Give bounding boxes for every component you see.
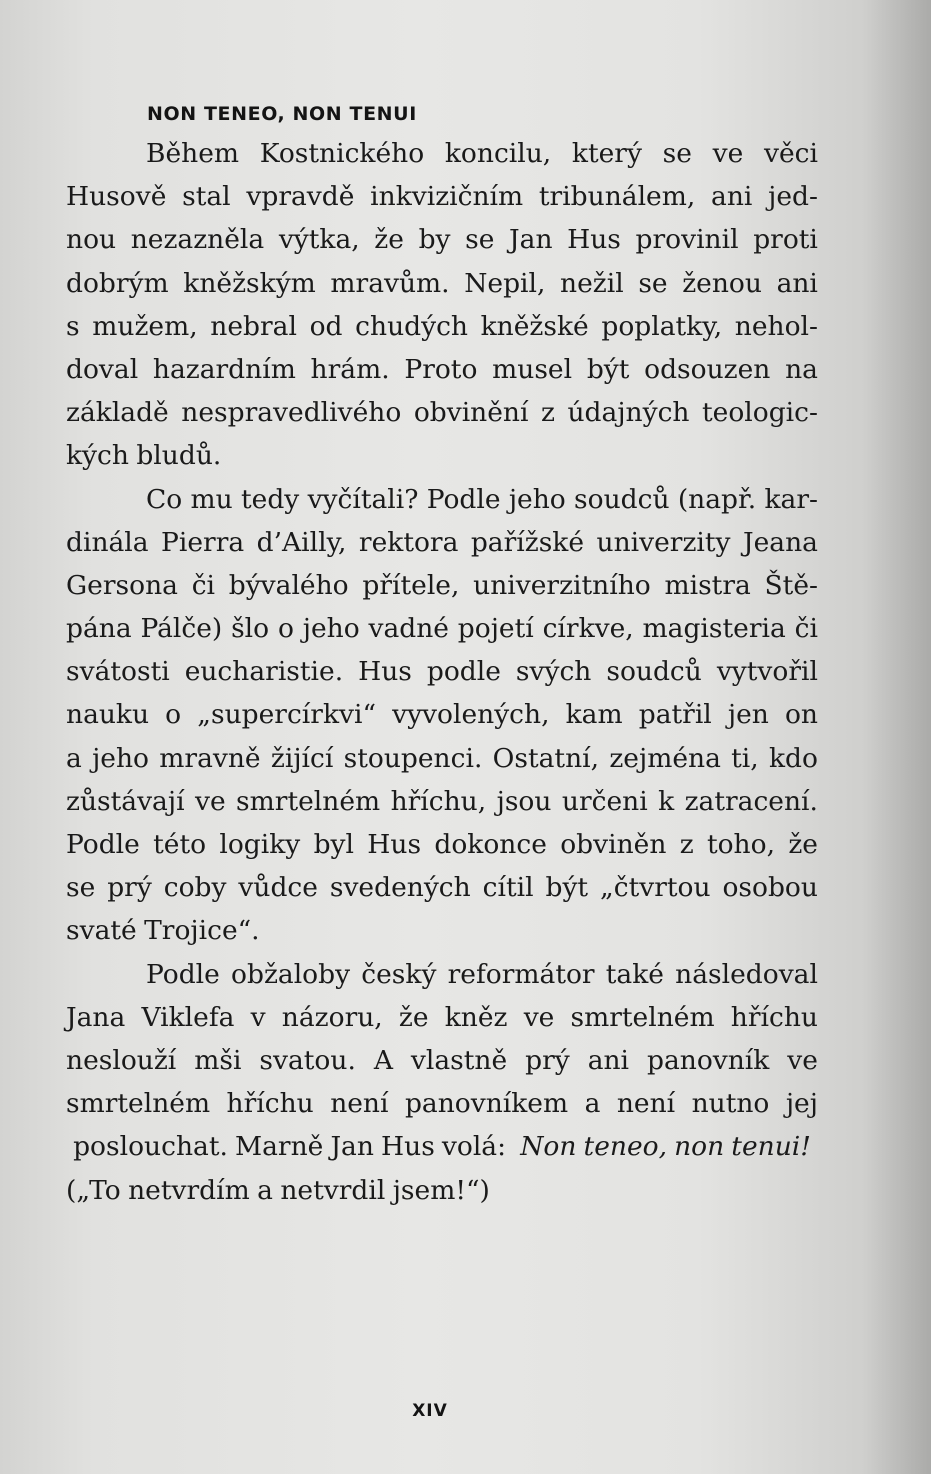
word: pána <box>66 613 132 645</box>
word: že <box>374 224 404 256</box>
word: osobou <box>722 872 818 904</box>
word: o <box>277 613 294 645</box>
word: musel <box>492 353 573 385</box>
word: český <box>361 958 437 990</box>
word: patřil <box>638 699 712 731</box>
word: ženou <box>682 267 762 299</box>
word: kar- <box>764 483 818 515</box>
word: kněžským <box>183 267 316 299</box>
word: coby <box>163 872 227 904</box>
word: mistra <box>664 569 751 601</box>
word: Nepil, <box>464 267 546 299</box>
word: či <box>794 613 818 645</box>
italic-word: tenui! <box>731 1131 811 1163</box>
word: Ostatní, <box>492 742 600 774</box>
word: jsou <box>496 785 552 817</box>
word: stoupenci. <box>343 742 483 774</box>
word: kam <box>565 699 623 731</box>
word: stal <box>182 181 231 213</box>
word: jsem!“) <box>392 1174 490 1206</box>
word: mši <box>194 1044 242 1076</box>
word: inkvizičním <box>370 181 524 213</box>
word: jeho <box>92 742 150 774</box>
word: smrtelném <box>66 1088 211 1120</box>
text-line <box>66 737 818 780</box>
word: od <box>309 310 343 342</box>
word: netvrdím <box>128 1174 250 1206</box>
word: dinála <box>66 526 149 558</box>
word: jeho <box>302 613 360 645</box>
word: soudců <box>574 483 670 515</box>
body-text <box>66 132 818 1212</box>
word: d’Ailly, <box>256 526 347 558</box>
word: ti, <box>731 742 759 774</box>
word: nehol- <box>734 310 818 342</box>
word: bludů. <box>136 440 222 472</box>
word: se <box>66 872 96 904</box>
word: se <box>662 138 692 169</box>
word: obvinění <box>413 397 529 429</box>
text-line <box>66 564 818 607</box>
word: nou <box>66 224 117 256</box>
word: který <box>571 138 642 169</box>
text-line <box>66 391 818 434</box>
word: není <box>330 1088 389 1120</box>
word: se <box>638 267 668 299</box>
word: být <box>586 353 630 385</box>
text-line <box>66 909 818 952</box>
word: vlastně <box>410 1044 508 1076</box>
word: názoru, <box>281 1001 383 1033</box>
word: jen <box>727 699 769 731</box>
word: byl <box>313 829 354 860</box>
word: hříchu <box>226 1088 314 1120</box>
word: obžaloby <box>231 958 351 990</box>
word: Ště- <box>764 569 818 601</box>
word: Hus <box>567 224 621 256</box>
running-head: NON TENEO, NON TENUI <box>147 103 417 125</box>
word: k <box>658 785 675 817</box>
word: jej <box>785 1088 818 1120</box>
word: hříchu, <box>390 785 487 817</box>
word: také <box>605 958 664 990</box>
word: být <box>545 872 589 904</box>
word: Během <box>146 138 240 169</box>
word: Trojice“. <box>144 915 260 947</box>
word: Jan <box>330 1131 374 1163</box>
word: proti <box>753 224 818 256</box>
word: on <box>784 699 818 731</box>
word: ve <box>523 1001 555 1033</box>
word: a <box>66 742 82 774</box>
word: Podle <box>66 829 140 860</box>
word: kých <box>66 440 129 472</box>
word: jeho <box>508 483 566 515</box>
word: nebral <box>210 310 297 342</box>
word: dokonce <box>434 829 547 860</box>
italic-word: non <box>674 1131 725 1163</box>
word: výtka, <box>278 224 360 256</box>
word: není <box>616 1088 676 1120</box>
word: kdo <box>769 742 818 774</box>
word: Jan <box>509 224 553 256</box>
word: církve, <box>542 613 634 645</box>
word: Podle <box>146 958 220 990</box>
text-line <box>66 693 818 736</box>
italic-word: teneo, <box>583 1131 668 1163</box>
word: ani <box>587 1044 630 1076</box>
word: svedených <box>329 872 471 904</box>
italic-word: Non <box>520 1131 577 1163</box>
word: o <box>165 699 182 731</box>
word: zatracení. <box>684 785 818 817</box>
word: ani <box>711 181 753 213</box>
word: jed- <box>768 181 818 213</box>
word: smrtelném <box>570 1001 715 1033</box>
page-number: XIV <box>412 1401 448 1421</box>
word: z <box>541 397 555 429</box>
word: prý <box>107 872 152 904</box>
word: soudců <box>606 656 702 688</box>
word: bývalého <box>228 569 349 601</box>
word: hazardním <box>152 353 296 385</box>
text-line <box>66 866 818 909</box>
word: z <box>679 829 694 860</box>
word: mravům. <box>330 267 450 299</box>
word: se <box>465 224 495 256</box>
word: šlo <box>231 613 270 645</box>
word: vyčítali? <box>307 483 419 515</box>
word: nauku <box>66 699 150 731</box>
text-line <box>66 650 818 693</box>
word: pařížské <box>470 526 585 558</box>
word: věci <box>763 138 818 169</box>
paragraph-2 <box>66 478 818 953</box>
word: obviněn <box>560 829 667 860</box>
word: eucharistie. <box>184 656 344 688</box>
word: údajných <box>567 397 690 429</box>
word: mužem, <box>92 310 198 342</box>
text-line-with-italic <box>66 1125 818 1168</box>
word: podle <box>426 656 501 688</box>
text-line <box>66 434 818 477</box>
word: smrtelném <box>236 785 381 817</box>
text-line <box>66 607 818 650</box>
word: vytvořil <box>716 656 818 688</box>
text-line <box>66 348 818 391</box>
word: nezazněla <box>130 224 265 256</box>
text-line <box>66 953 818 996</box>
word: svých <box>515 656 592 688</box>
word: netvrdil <box>280 1174 386 1206</box>
text-line <box>66 823 818 866</box>
word: ve <box>787 1044 818 1076</box>
word: nežil <box>560 267 624 299</box>
word: že <box>398 1001 429 1033</box>
word: hříchu <box>730 1001 818 1033</box>
page-edge-shadow <box>861 0 931 1474</box>
text-line <box>66 175 818 218</box>
word: Pálče) <box>140 613 223 645</box>
text-line <box>66 262 818 305</box>
word: provinil <box>635 224 739 256</box>
word: zejména <box>609 742 721 774</box>
word: chudých <box>355 310 468 342</box>
word: panovník <box>646 1044 770 1076</box>
word: následoval <box>675 958 818 990</box>
word: kněžské <box>480 310 589 342</box>
word: Hus <box>367 829 422 860</box>
word: žijící <box>270 742 334 774</box>
word: Jana <box>66 1001 126 1033</box>
word: svatou. <box>259 1044 356 1076</box>
word: hrám. <box>310 353 390 385</box>
word: (např. <box>677 483 757 515</box>
word: neslouží <box>66 1044 177 1076</box>
word: Hus <box>381 1131 435 1163</box>
word: základě <box>66 397 169 429</box>
text-line <box>66 1169 818 1212</box>
paragraph-1 <box>66 132 818 478</box>
word: svátosti <box>66 656 170 688</box>
word: by <box>418 224 451 256</box>
word: („To <box>66 1174 121 1206</box>
word: Husově <box>66 181 167 213</box>
word: dobrým <box>66 267 169 299</box>
paragraph-3 <box>66 953 818 1212</box>
word: Co <box>146 483 183 515</box>
text-line <box>66 305 818 348</box>
word: a <box>584 1088 601 1120</box>
word: „čtvrtou <box>600 872 711 904</box>
text-line <box>66 780 818 823</box>
text-line <box>66 1082 818 1125</box>
word: koncilu, <box>444 138 552 169</box>
word: reformátor <box>447 958 595 990</box>
word: ve <box>712 138 744 169</box>
word: teologic- <box>702 397 818 429</box>
word: panovníkem <box>404 1088 569 1120</box>
word: prý <box>525 1044 570 1076</box>
word: s <box>66 310 80 342</box>
word: Gersona <box>66 569 178 601</box>
word: kněz <box>444 1001 508 1033</box>
word: toho, <box>706 829 776 860</box>
word: odsouzen <box>644 353 771 385</box>
word: tribunálem, <box>538 181 696 213</box>
word: rektora <box>358 526 459 558</box>
word: na <box>785 353 818 385</box>
word: zůstávají <box>66 785 185 817</box>
word: ve <box>194 785 226 817</box>
word: vůdce <box>238 872 318 904</box>
word: vadné <box>368 613 449 645</box>
word: či <box>191 569 216 601</box>
word: svaté <box>66 915 137 947</box>
word: poplatky, <box>601 310 723 342</box>
word: pojetí <box>457 613 534 645</box>
word: magisteria <box>642 613 786 645</box>
word: mu <box>190 483 233 515</box>
word: Marně <box>234 1131 324 1163</box>
text-line <box>66 521 818 564</box>
word: cítil <box>482 872 534 904</box>
word: vpravdě <box>246 181 355 213</box>
word: poslouchat. <box>73 1131 228 1163</box>
word: určeni <box>561 785 648 817</box>
word: Viklefa <box>141 1001 235 1033</box>
word: Jeana <box>742 526 818 558</box>
word: ani <box>776 267 818 299</box>
word: a <box>257 1174 273 1206</box>
word: logiky <box>219 829 301 860</box>
word: univerzity <box>596 526 731 558</box>
word: nespravedlivého <box>181 397 402 429</box>
word: Podle <box>426 483 501 515</box>
word: Kostnického <box>259 138 425 169</box>
word: Hus <box>358 656 412 688</box>
text-line <box>66 218 818 261</box>
word: Proto <box>404 353 478 385</box>
word: univerzitního <box>473 569 651 601</box>
word: mravně <box>159 742 261 774</box>
word: vyvolených, <box>392 699 550 731</box>
word: v <box>250 1001 266 1033</box>
text-line <box>66 1039 818 1082</box>
text-line <box>66 478 818 521</box>
word: tedy <box>241 483 300 515</box>
word: doval <box>66 353 139 385</box>
text-line <box>66 132 818 175</box>
word: Pierra <box>161 526 245 558</box>
word: volá: <box>441 1131 507 1163</box>
word: že <box>788 829 818 860</box>
text-line <box>66 996 818 1039</box>
word: této <box>153 829 207 860</box>
word: „supercírkvi“ <box>197 699 376 731</box>
word: přítele, <box>362 569 460 601</box>
word: A <box>373 1044 393 1076</box>
word: nutno <box>691 1088 770 1120</box>
